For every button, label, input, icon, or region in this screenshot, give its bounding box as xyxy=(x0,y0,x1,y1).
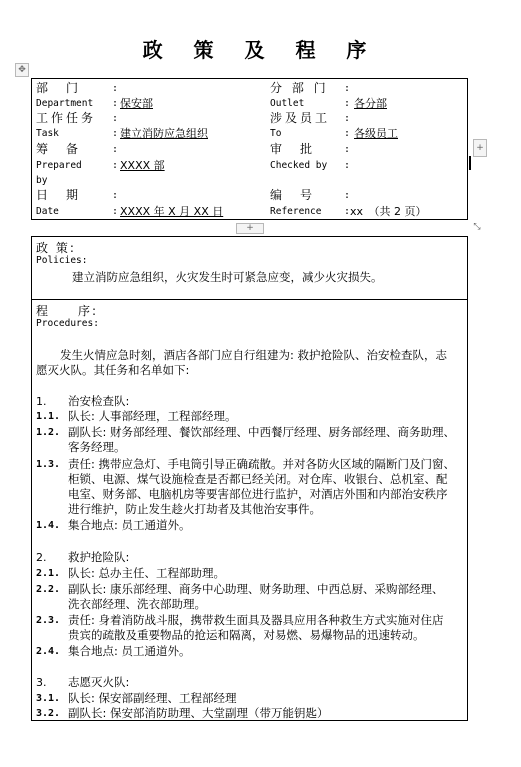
to-label: 涉及员工 xyxy=(270,111,331,125)
prepared-value[interactable]: XXXX 部 xyxy=(120,159,165,172)
policy-section: 政 策: Policies: 建立消防应急组织，火灾发生时可紧急应变，减少火灾损失。 xyxy=(31,236,468,300)
to-value[interactable]: 各级员工 xyxy=(354,127,398,140)
department-value[interactable]: 保安部 xyxy=(120,97,153,110)
header-row: 部 门 : 分 部 门 : xyxy=(36,81,351,95)
task-label: 工作任务 xyxy=(36,111,97,125)
section-heading[interactable]: 治安检查队: xyxy=(68,394,130,408)
checked-label: 审 批 xyxy=(270,142,316,156)
plus-icon[interactable]: + xyxy=(473,139,487,157)
procedure-intro[interactable]: 发生火情应急时刻，酒店各部门应自行组建为: 救护抢险队、治安检查队，志 xyxy=(60,348,448,362)
plus-icon[interactable]: + xyxy=(236,223,264,234)
list-item[interactable]: 责任: 身着消防战斗服，携带救生面具及器具应用各种救生方式实施对住店 xyxy=(68,613,444,627)
reference-value[interactable]: xx （共 2 页） xyxy=(350,205,427,218)
resize-icon[interactable]: ⤡ xyxy=(473,222,481,232)
list-item[interactable]: 副队长: 康乐部经理、商务中心助理、财务助理、中西总厨、采购部经理、 xyxy=(68,582,444,596)
section-heading[interactable]: 志愿灭火队: xyxy=(68,675,130,689)
list-item[interactable]: 集合地点: 员工通道外。 xyxy=(68,644,191,658)
list-item[interactable]: 责任: 携带应急灯、手电筒引导正确疏散。并对各防火区域的隔断门及门窗、 xyxy=(68,457,456,471)
list-item[interactable]: 队长: 总办主任、工程部助理。 xyxy=(68,566,226,580)
date-value[interactable]: XXXX 年 X 月 XX 日 xyxy=(120,205,224,218)
list-item[interactable]: 副队长: 财务部经理、餐饮部经理、中西餐厅经理、厨务部经理、商务助理、 xyxy=(68,425,456,439)
outlet-value[interactable]: 各分部 xyxy=(354,97,387,110)
reference-label: 编 号 xyxy=(270,188,316,202)
policy-text[interactable]: 建立消防应急组织，火灾发生时可紧急应变，减少火灾损失。 xyxy=(72,270,383,284)
text-cursor xyxy=(469,156,471,170)
policy-label: 政 策: xyxy=(36,241,76,255)
list-item[interactable]: 队长: 保安部副经理、工程部经理 xyxy=(68,691,237,705)
list-item[interactable]: 队长: 人事部经理，工程部经理。 xyxy=(68,409,237,423)
move-icon[interactable]: ✥ xyxy=(15,63,29,77)
list-item[interactable]: 集合地点: 员工通道外。 xyxy=(68,518,191,532)
procedure-section: 程 序: Procedures: 发生火情应急时刻，酒店各部门应自行组建为: 救护抢险队、治安检查队，志 愿灭火队。其任务和名单如下: 1. 治安检查队: 1.1. 队长: 人事部经理，工程部经理。 1.2. 副队长: 财务部经理、餐饮部经理、中西餐厅经理、厨务部经理、商务助理、 客务经理。 1.3. 责任: 携带应急灯、手电筒引导正确疏散。并对各防火区域的隔断门及门窗、 柜锁、电源、煤气设施检查是否都已经关闭。对仓库、收银台、总机室、配 电室、财务部、电脑机房等要害部位进行监护，对酒店外围和内部治安秩序 进行维护，防止发生趁火打劫者及其他治安事件。 1.4. 集合地点: 员工通道外。 2. 救护抢险队: 2.1. 队长: 总办主任、工程部助理。 2.2. 副队长: 康乐部经理、商务中心助理、财务助理、中西总厨、采购部经理、 洗衣部经理、洗衣部助理。 2.3. 责任: 身着消防战斗服，携带救生面具及器具应用各种救生方式实施对住店 贵宾的疏散及重要物品的抢运和隔离，对易燃、易爆物品的迅速转动。 2.4. 集合地点: 员工通道外。 3. 志愿灭火队: 3.1. 队长: 保安部副经理、工程部经理 3.2. 副队长: 保安部消防助理、大堂副理（带万能钥匙） xyxy=(31,299,468,721)
list-item[interactable]: 副队长: 保安部消防助理、大堂副理（带万能钥匙） xyxy=(68,706,329,720)
document-title: 政 策 及 程 序 xyxy=(142,38,379,62)
procedure-label: 程 序: xyxy=(36,304,99,318)
date-label: 日 期 xyxy=(36,188,82,202)
task-value[interactable]: 建立消防应急组织 xyxy=(120,127,208,140)
section-heading[interactable]: 救护抢险队: xyxy=(68,550,130,564)
outlet-label: 分 部 门 xyxy=(270,81,329,95)
department-label: 部 门 xyxy=(36,81,82,95)
header-table: 部 门 : 分 部 门 : Department : 保安部 Outlet : 各分部 工作任务 : 涉及员工 : Task : 建立消防应急组织 To : 各级员工 筹 备 : 审 批 : Prepared : XXXX 部 Checked by : by 日 期 : 编 号 : Date : XXXX 年 X 月 XX 日 Reference : xx （共 2 页） xyxy=(31,78,468,220)
prepared-label: 筹 备 xyxy=(36,142,82,156)
